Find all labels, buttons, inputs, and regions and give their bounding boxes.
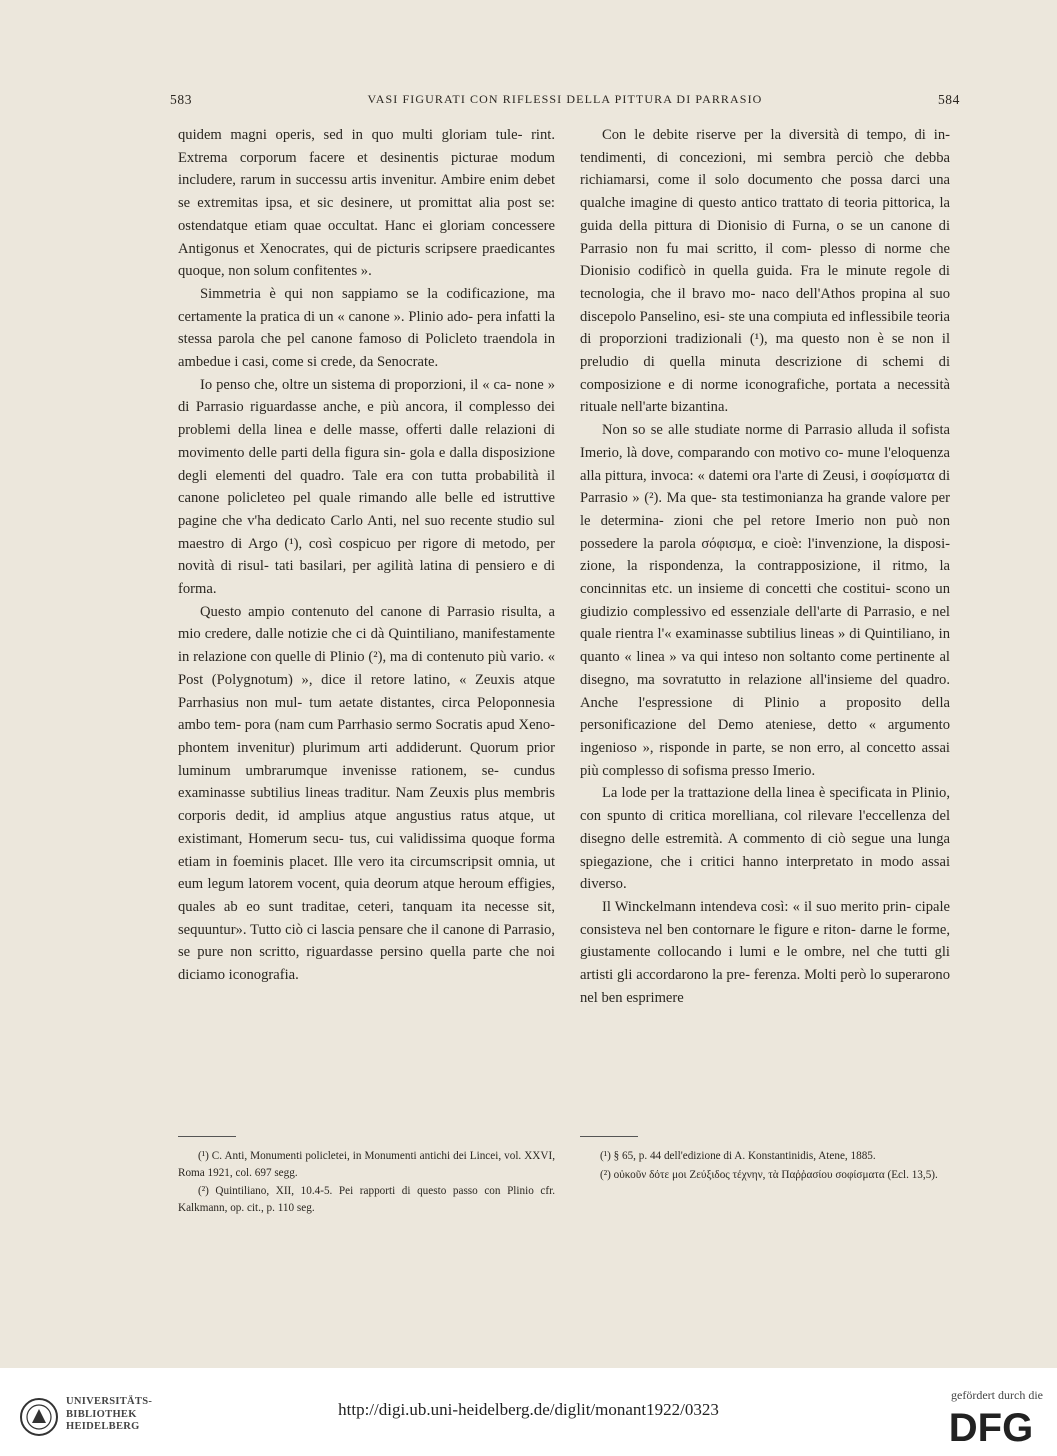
left-text-column (178, 124, 555, 987)
footnote: (²) Quintiliano, XII, 10.4-5. Pei rapporti di questo passo con Plinio cfr. Kalkmann, op. cit., p. 110 seg. (178, 1185, 555, 1214)
footnote-divider-right (580, 1136, 638, 1137)
paragraph: Con le debite riserve per la diversità di tempo, di in- tendimenti, di concezioni, mi sembra perciò che debba richiamarsi, come il solo documento che possa darci una qualche imagine di questo antico trattato di teoria pittorica, la guida della pittura di Dionisio di Furna, o se un canone di Parrasio non fu mai scritto, il com- plesso di norme che Dionisio codificò in quella guida. Fra le minute regole di tecnologia, che il bravo mo- naco dell'Athos propina al suo discepolo Panselino, esi- ste una compiuta ed inflessibile teoria di proporzioni tradizionali (¹), ma questo non è se non il preludio di quella minuta descrizione di schemi di composizione e di norme iconografiche, portata a necessità rituale nell'arte bizantina. (580, 127, 950, 416)
paragraph: Io penso che, oltre un sistema di proporzioni, il « ca- none » di Parrasio riguardasse anche, e più ancora, il complesso dei problemi della linea e delle masse, offerti dalle relazioni di movimento delle parti della figura sin- gola e dalla disposizione degli elementi del quadro. Tale era con tutta probabilità il canone policleteo pel quale rimando alle belle ed istruttive pagine che v'ha dedicato Carlo Anti, nel suo recente studio sul maestro di Argo (¹), così cospicuo per rigore di metodo, per novità di risul- tati basilari, per agilità latina di pensiero e di forma. (178, 376, 555, 598)
footnote: (²) οὐκοῦν δότε μοι Ζεύξιδος τέχνην, τὰ Παῤῥασίου σοφίσματα (Ecl. 13,5). (600, 1168, 938, 1181)
dfg-logo-text: DFG (948, 1406, 1034, 1447)
dfg-logo-icon (941, 1403, 1041, 1447)
page-number-left: 583 (170, 92, 193, 107)
paragraph: Non so se alle studiate norme di Parrasio alluda il sofista Imerio, là dove, comparando con motivo co- mune l'eloquenza alla pittura, invoca: « datemi ora l'arte di Zeusi, i σοφίσματα di Parrasio » (²). Ma que- sta testimonianza ha grande valore per le determina- zioni che pel retore Imerio non può non possedere la parola σόφισμα, e cioè: l'invenzione, la disposi- zione, la rispondenza, la contrapposizione, il ritmo, la concinnitas etc. un insieme di concetti che costitui- scono un giudizio complessivo ed essenziale dell'arte di Parrasio, e nel quale rientra l'« examinasse subtilius lineas » di Quintiliano, in quanto « linea » va qui inteso non soltanto come pertinente al disegno, ma sovratutto in relazione all'insieme del quadro. Anche l'espressione di Plinio a proposito della personificazione del Demo ateniese, detto « argumento ingenioso », risponde in parte, se non erro, al concetto assai più complesso di sofisma presso Imerio. (580, 422, 950, 779)
footnote: (¹) C. Anti, Monumenti policletei, in Monumenti antichi dei Lincei, vol. XXVI, Roma 1921, col. 697 segg. (178, 1150, 555, 1179)
page-number-right: 584 (937, 92, 960, 107)
footnotes-right (580, 1148, 950, 1185)
running-header (170, 92, 960, 112)
paragraph: Il Winckelmann intendeva così: « il suo merito prin- cipale consisteva nel ben contornare le figure e riton- darne le forme, giustamente collocando i lumi e le ombre, nel che tutti gli artisti gli accordarono la pre- ferenza. Molti però lo superarono nel ben esprimere (580, 898, 950, 1006)
funder-label: gefördert durch die (951, 1388, 1043, 1402)
footnote-divider-left (178, 1136, 236, 1137)
library-name: UNIVERSITÄTS- BIBLIOTHEK HEIDELBERG (66, 1396, 153, 1432)
paragraph: Simmetria è qui non sappiamo se la codificazione, ma certamente la pratica di un « canone ». Plinio ado- pera infatti la stessa parola che pel canone famoso di Policleto traendola in ambedue i casi, come si crede, da Senocrate. (178, 285, 555, 371)
permalink-url[interactable]: http://digi.ub.uni-heidelberg.de/diglit/monant1922/0323 (338, 1400, 719, 1419)
running-title: VASI FIGURATI CON RIFLESSI DELLA PITTURA DI PARRASIO (367, 92, 763, 106)
paragraph: La lode per la trattazione della linea è specificata in Plinio, con spunto di critica morelliana, col rilevare l'eccellenza del disegno delle estremità. A commento di ciò segue una lunga spiegazione, che i critici hanno interpretato in modo assai diverso. (580, 785, 950, 893)
paragraph: quidem magni operis, sed in quo multi gloriam tule- rint. Extrema corporum facere et desinentis picturae modum includere, rarum in successu artis invenitur. Ambire enim debet se extremitas ipsa, et sic desinere, ut promittat alia post se: ostendatque etiam quae occultat. Hanc ei gloriam concessere Antigonus et Xenocrates, qui de picturis scripsere praedicantes quoque, non solum confitentes ». (178, 127, 555, 280)
footnotes-left (178, 1148, 555, 1218)
right-text-column (580, 124, 950, 1009)
footnote: (¹) § 65, p. 44 dell'edizione di A. Konstantinidis, Atene, 1885. (600, 1150, 876, 1162)
paragraph: Questo ampio contenuto del canone di Parrasio risulta, a mio credere, dalle notizie che ci dà Quintiliano, manifestamente in relazione con quelle di Plinio (²), ma di contenuto più vario. « Post (Polygnotum) », dice il retore latino, « Zeuxis atque Parrhasius non mul- tum aetate distantes, circa Peloponnesia ambo tem- pora (nam cum Parrhasio sermo Socratis apud Xeno- phontem invenitur) plurimum arti addiderunt. Quorum prior luminum umbrarumque invenisse rationem, se- cundus examinasse subtilius lineas traditur. Nam Zeuxis plus membris corporis dedit, id amplius atque angustius ratus atque, ut existimant, Homerum secu- tus, cui validissima quoque forma etiam in foeminis placet. Ille vero ita circumscripsit omnia, ut eum legum latorem vocent, quia deorum atque heroum effigies, quales ab eo sunt traditae, ceteri, tanquam ita necesse sit, sequuntur». Tutto ciò ci lascia pensare che il canone di Parrasio, se pure non scritto, riguardasse persino quella parte che noi diciamo iconografia. (178, 603, 555, 984)
